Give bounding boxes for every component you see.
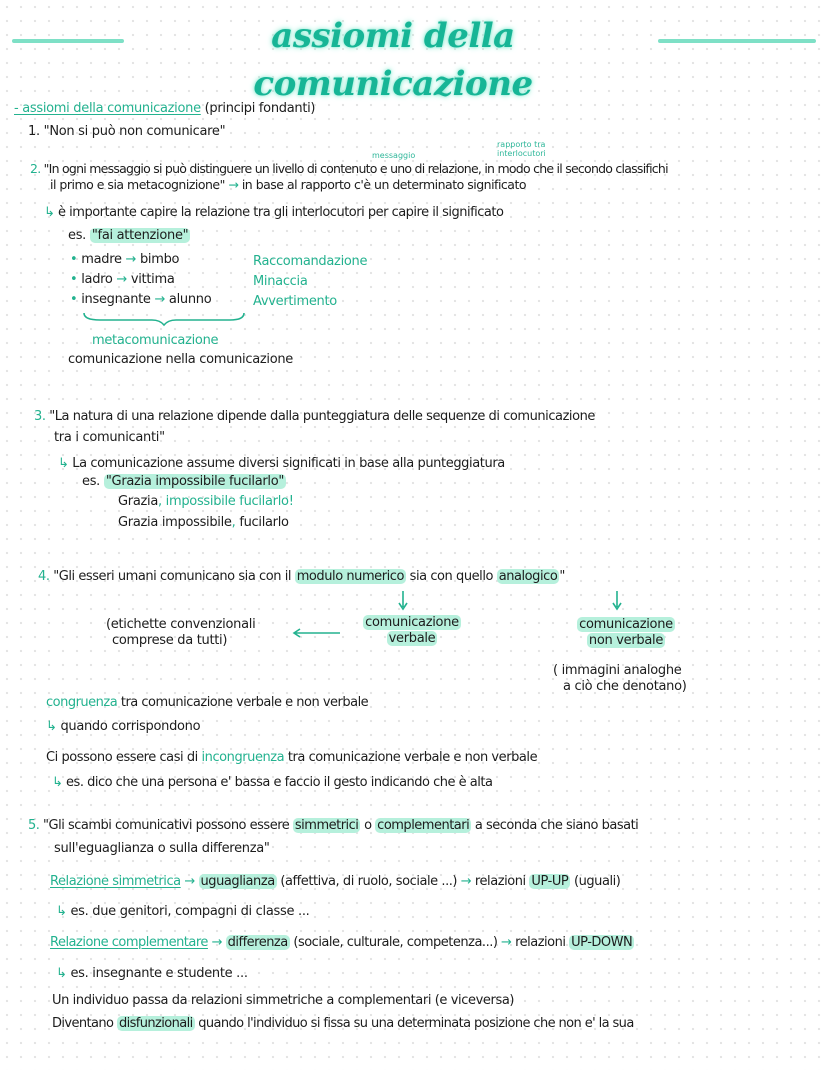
title-rule-left: [12, 39, 124, 43]
complementare-tag: UP-DOWN: [571, 935, 633, 950]
simmetrica-paren: (uguali): [573, 874, 621, 889]
subpoint-arrow-icon: ↳: [52, 775, 63, 790]
closing-2-a: Diventano: [52, 1016, 114, 1031]
meaning-2: Minaccia: [253, 274, 308, 289]
bullet-icon: •: [70, 292, 78, 307]
simmetrica-label: Relazione simmetrica: [50, 874, 181, 889]
simmetrica-example: [56, 904, 309, 920]
axiom-2-example: [68, 228, 190, 244]
incongruenza-sub: [52, 775, 492, 791]
modulo-numerico: modulo numerico: [296, 569, 404, 584]
intro-note: (principi fondanti): [204, 101, 316, 116]
example-label: es.: [82, 474, 101, 489]
example-1: "Grazia impossibile fucilarlo": [105, 474, 285, 489]
left-arrow-icon: [292, 627, 342, 639]
axiom-3-sub-text: La comunicazione assume diversi significati in base alla punteggiatura: [72, 456, 505, 471]
bullet-icon: •: [70, 272, 78, 287]
incongruenza-sub-text: es. dico che una persona e' bassa e faccio il gesto indicando che è alta: [66, 775, 493, 790]
etichette-note: [106, 617, 255, 649]
congruenza-line: [46, 695, 368, 711]
verbale-line-1: comunicazione: [365, 615, 459, 630]
axiom-5-text-b: o: [364, 818, 372, 833]
axiom-5-line-1: [28, 818, 638, 834]
axiom-4-number: 4.: [38, 569, 50, 584]
verbale-line-2: verbale: [388, 631, 436, 646]
pair-to: vittima: [130, 272, 175, 287]
title-rule-right: [658, 39, 816, 43]
axiom-2-number: 2.: [30, 161, 41, 176]
label-rapporto: rapporto tra: [497, 140, 546, 149]
subpoint-arrow-icon: ↳: [56, 904, 67, 919]
simmetrica-rel: relazioni: [474, 874, 526, 889]
axiom-5-text-c: a seconda che siano basati: [474, 818, 639, 833]
axiom-5-text-a: "Gli scambi comunicativi possono essere: [43, 818, 290, 833]
disfunzionali: disfunzionali: [118, 1016, 193, 1031]
axiom-3-example: [82, 474, 286, 490]
axiom-2-text-1: "In ogni messaggio si può distinguere un livello di contenuto e uno di relazione, in modo che il secondo classifichi: [43, 161, 668, 176]
axiom-3-text-1: "La natura di una relazione dipende dalla punteggiatura delle sequenze di comunicazione: [49, 409, 595, 424]
congruenza-sub: [46, 719, 200, 735]
axiom-2-sub-text: è importante capire la relazione tra gli interlocutori per capire il significato: [58, 205, 504, 220]
meaning-3: Avvertimento: [253, 294, 337, 309]
subpoint-arrow-icon: ↳: [58, 456, 69, 471]
subpoint-arrow-icon: ↳: [44, 205, 55, 220]
immagini-line-1: ( immagini analoghe: [553, 663, 682, 678]
axiom-4-line: [38, 569, 565, 585]
incongruenza-term: incongruenza: [201, 750, 285, 765]
pair-from: insegnante: [81, 292, 151, 307]
axiom-1: [28, 124, 225, 140]
incongruenza-b: tra comunicazione verbale e non verbale: [287, 750, 538, 765]
arrow-icon: →: [460, 874, 472, 889]
example-2-a: Grazia: [118, 494, 158, 509]
example-3-b: ,: [231, 515, 236, 530]
axiom-2-text-2: il primo e sia metacognizione": [50, 177, 225, 192]
meaning-1: Raccomandazione: [253, 254, 368, 269]
axiom-3-line-1: [34, 409, 595, 425]
complementare-line: [50, 935, 634, 951]
axiom-4-text-b: sia con quello: [409, 569, 493, 584]
simmetrica-key: uguaglianza: [200, 874, 275, 889]
label-messaggio: messaggio: [372, 151, 416, 160]
subpoint-arrow-icon: ↳: [46, 719, 57, 734]
simmetrica-line: [50, 874, 620, 890]
example-3: [118, 515, 289, 531]
axiom-3-sub: [58, 456, 505, 472]
congruenza-rest: tra comunicazione verbale e non verbale: [120, 695, 369, 710]
meta-def: comunicazione nella comunicazione: [68, 352, 293, 367]
axiom-5-line-2: sull'eguaglianza o sulla differenza": [54, 841, 270, 856]
axiom-2-line-1: [30, 161, 668, 177]
example-2-b: , impossibile fucilarlo: [158, 494, 289, 509]
immagini-line-2: a ciò che denotano): [563, 679, 687, 694]
non-verbale-line-1: comunicazione: [579, 617, 673, 632]
axiom-2-line-2: [50, 177, 526, 193]
down-arrow-icon: [612, 590, 622, 612]
axiom-2-text-2b: in base al rapporto c'è un determinato significato: [241, 177, 527, 192]
axiom-1-text: "Non si può non comunicare": [43, 124, 226, 139]
simmetrica-tag: UP-UP: [531, 874, 569, 889]
pair-row-3: [70, 292, 211, 308]
axiom-5-number: 5.: [28, 818, 40, 833]
example-3-c: fucilarlo: [235, 515, 289, 530]
arrow-icon: →: [125, 252, 137, 267]
brace-icon: [80, 311, 250, 327]
axiom-1-number: 1.: [28, 124, 40, 139]
complementari: complementari: [377, 818, 470, 833]
closing-line-2: [52, 1016, 634, 1032]
complementare-detail: (sociale, culturale, competenza...): [293, 935, 498, 950]
example-2: [118, 494, 294, 510]
pair-to: alunno: [168, 292, 212, 307]
analogico: analogico: [498, 569, 558, 584]
meta-title: metacomunicazione: [92, 333, 219, 348]
complementare-label: Relazione complementare: [50, 935, 208, 950]
arrow-icon: →: [184, 874, 195, 889]
example-quote: "fai attenzione": [91, 228, 189, 243]
complementare-rel: relazioni: [515, 935, 566, 950]
bullet-icon: •: [70, 252, 78, 267]
page-title: assiomi della comunicazione: [253, 16, 533, 104]
arrow-icon: →: [154, 292, 166, 307]
arrow-icon: →: [116, 272, 127, 287]
congruenza-term: congruenza: [46, 695, 118, 710]
simmetrici: simmetrici: [294, 818, 359, 833]
label-interlocutori: interlocutori: [497, 149, 546, 158]
simmetrica-example-text: es. due genitori, compagni di classe ...: [70, 904, 310, 919]
complementare-example: [56, 966, 248, 982]
incongruenza-a: Ci possono essere casi di: [46, 750, 198, 765]
axiom-4-text-c: ": [559, 569, 565, 584]
example-label: es.: [68, 228, 87, 243]
axiom-2-sub: [44, 205, 503, 221]
arrow-icon: →: [501, 935, 512, 950]
complementare-example-text: es. insegnante e studente ...: [70, 966, 248, 981]
axiom-4-text-a: "Gli esseri umani comunicano sia con il: [53, 569, 292, 584]
axiom-3-number: 3.: [34, 409, 46, 424]
example-2-c: !: [288, 494, 294, 509]
intro-line: [14, 101, 315, 117]
closing-2-b: quando l'individuo si fissa su una determinata posizione che non e' la sua: [198, 1016, 634, 1031]
pair-row-2: [70, 272, 175, 288]
immagini-note: [553, 663, 687, 695]
pair-from: ladro: [81, 272, 113, 287]
complementare-key: differenza: [227, 935, 288, 950]
pair-to: bimbo: [139, 252, 180, 267]
subpoint-arrow-icon: ↳: [56, 966, 67, 981]
example-3-a: Grazia impossibile: [118, 515, 232, 530]
axiom-3-line-2: tra i comunicanti": [54, 430, 165, 445]
pair-row-1: [70, 252, 179, 268]
arrow-icon: →: [228, 177, 239, 192]
etichette-line-2: comprese da tutti): [112, 633, 228, 648]
intro-label: - assiomi della comunicazione: [14, 101, 201, 116]
non-verbale-box: [562, 617, 690, 649]
closing-line-1: Un individuo passa da relazioni simmetriche a complementari (e viceversa): [52, 993, 515, 1008]
simmetrica-detail: (affettiva, di ruolo, sociale ...): [280, 874, 458, 889]
etichette-line-1: (etichette convenzionali: [106, 617, 256, 632]
arrow-icon: →: [211, 935, 222, 950]
non-verbale-line-2: non verbale: [588, 633, 664, 648]
verbale-box: [350, 615, 474, 647]
pair-from: madre: [81, 252, 122, 267]
down-arrow-icon: [398, 590, 408, 612]
congruenza-sub-text: quando corrispondono: [60, 719, 201, 734]
incongruenza-line: [46, 750, 537, 766]
